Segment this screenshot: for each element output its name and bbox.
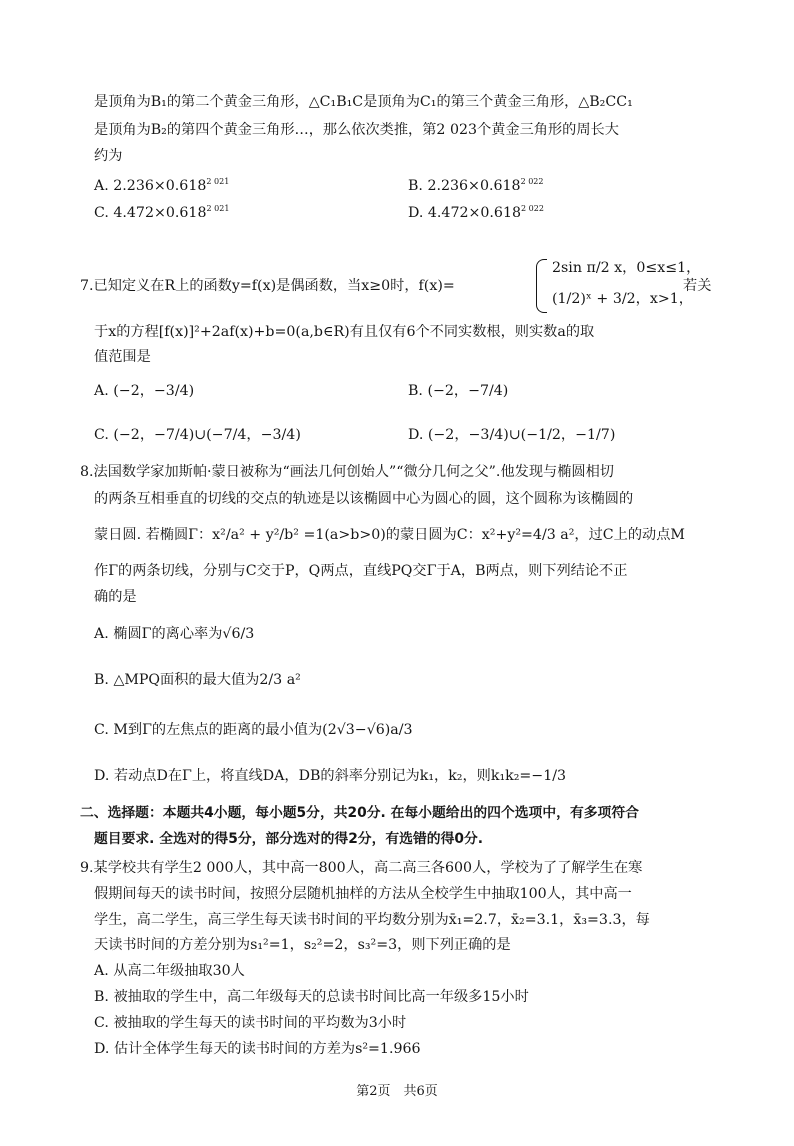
q6-text-line-1: 是顶角为B₁的第二个黄金三角形，△C₁B₁C是顶角为C₁的第三个黄金三角形，△B₂CC₁ (94, 94, 633, 110)
q9-stem-line-4: 天读书时间的方差分别为s₁²=1，s₂²=2，s₃²=3，则下列正确的是 (94, 937, 511, 953)
q9-stem-line-1: 9.某学校共有学生2 000人，其中高一800人，高二高三各600人，学校为了了解学生在寒 (80, 860, 643, 876)
section-2-heading-line-1: 二、选择题：本题共4小题，每小题5分，共20分. 在每小题给出的四个选项中，有多项符合 (80, 805, 639, 821)
q8-option-a: A. 椭圆Γ的离心率为√6/3 (94, 626, 255, 642)
q6-text-line-3: 约为 (94, 148, 123, 164)
q9-stem-line-3: 学生，高二学生，高三学生每天读书时间的平均数分别为x̄₁=2.7，x̄₂=3.1，x̄₃=3.3，每 (94, 912, 650, 928)
q8-option-d: D. 若动点D在Γ上，将直线DA，DB的斜率分别记为k₁，k₂，则k₁k₂=−1/3 (94, 768, 567, 784)
q7-option-d: D. (−2，−3/4)∪(−1/2，−1/7) (408, 427, 616, 443)
q7-option-a: A. (−2，−3/4) (94, 383, 195, 399)
q9-stem-line-2: 假期间每天的读书时间，按照分层随机抽样的方法从全校学生中抽取100人，其中高一 (94, 886, 632, 902)
q9-option-b: B. 被抽取的学生中，高二年级每天的总读书时间比高一年级多15小时 (94, 989, 529, 1005)
q8-stem-line-2: 的两条互相垂直的切线的交点的轨迹是以该椭圆中心为圆心的圆，这个圆称为该椭圆的 (94, 491, 634, 507)
q7-stem-line-3: 值范围是 (94, 349, 151, 365)
q7-stem-tail: 若关 (683, 278, 712, 294)
q7-option-b: B. (−2，−7/4) (408, 383, 509, 399)
q9-option-c: C. 被抽取的学生每天的读书时间的平均数为3小时 (94, 1015, 407, 1031)
q8-stem-line-4: 作Γ的两条切线，分别与C交于P，Q两点，直线PQ交Γ于A，B两点，则下列结论不正 (94, 563, 628, 579)
q6-option-c: C. $4.472\times 0.618^{2 021}$ (94, 204, 230, 221)
q6-option-d: D. $4.472\times 0.618^{2 022}$ (408, 204, 544, 221)
piecewise-brace (536, 259, 547, 313)
q8-stem-line-1: 8.法国数学家加斯帕·蒙日被称为“画法几何创始人”“微分几何之父”.他发现与椭圆相切 (80, 464, 614, 480)
q9-option-d: D. 估计全体学生每天的读书时间的方差为s²=1.966 (94, 1041, 421, 1057)
q7-stem-line-2: 于x的方程[f(x)]²+2af(x)+b=0(a,b∈R)有且仅有6个不同实数根，则实数a的取 (94, 324, 595, 340)
q7-stem-head: 7.已知定义在R上的函数y=f(x)是偶函数，当x≥0时，f(x)= (80, 278, 455, 294)
q7-piecewise-case-2: (1/2)ˣ + 3/2，x>1， (552, 291, 693, 307)
page-footer: 第2页 共6页 (356, 1084, 438, 1099)
q6-text-line-2: 是顶角为B₂的第四个黄金三角形…，那么依次类推，第2 023个黄金三角形的周长大 (94, 122, 619, 138)
q6-option-b: B. $2.236\times 0.618^{2 022}$ (408, 177, 544, 194)
section-2-heading-line-2: 题目要求. 全选对的得5分，部分选对的得2分，有选错的得0分. (94, 831, 484, 847)
q8-option-b: B. △MPQ面积的最大值为2/3 a² (94, 672, 301, 688)
q8-stem-line-5: 确的是 (94, 589, 137, 605)
q8-stem-line-3: 蒙日圆. 若椭圆Γ：x²/a² + y²/b² =1(a>b>0)的蒙日圆为C：x²+y²=4/3 a²，过C上的动点M (94, 527, 685, 543)
q7-piecewise-case-1: 2sin π/2 x，0≤x≤1， (552, 260, 701, 276)
q7-option-c: C. (−2，−7/4)∪(−7/4，−3/4) (94, 427, 301, 443)
q8-option-c: C. M到Γ的左焦点的距离的最小值为(2√3−√6)a/3 (94, 722, 413, 738)
q9-option-a: A. 从高二年级抽取30人 (94, 963, 245, 979)
q6-option-a: A. $2.236\times 0.618^{2 021}$ (94, 177, 230, 194)
